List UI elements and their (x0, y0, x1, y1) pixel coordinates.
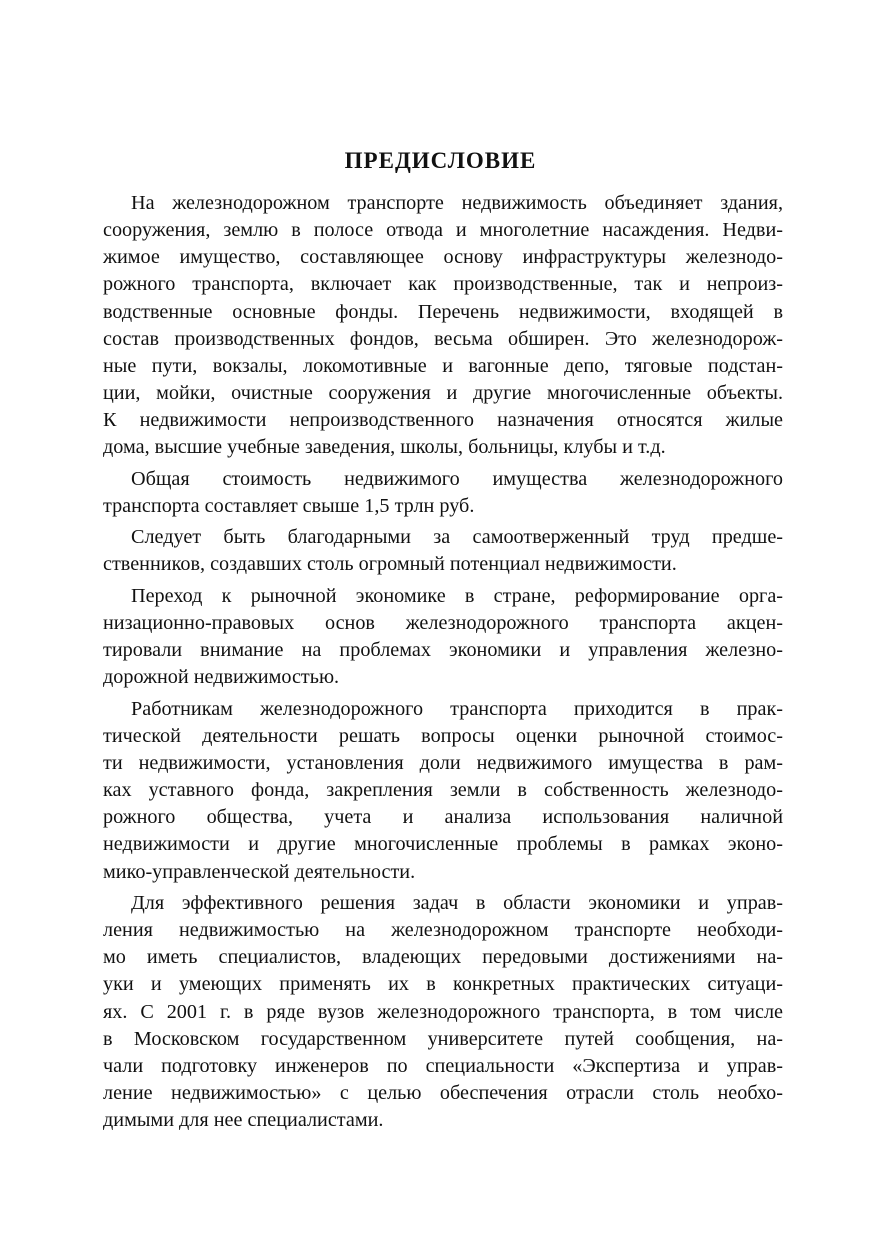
paragraph-line: ные пути, вокзалы, локомотивные и вагонные депо, тяговые подстан- (103, 354, 783, 377)
page-title: ПРЕДИСЛОВИЕ (344, 148, 537, 173)
paragraph-line: ление недвижимостью» с целью обеспечения отрасли столь необхо- (103, 1081, 783, 1104)
paragraph (103, 696, 783, 886)
paragraph-line: тировали внимание на проблемах экономики и управления железно- (103, 639, 783, 662)
paragraph (103, 524, 783, 578)
paragraph-line: Следует быть благодарными за самоотверженный труд предше- (131, 526, 783, 549)
paragraph-line: рожного транспорта, включает как производственные, так и непроиз- (103, 273, 783, 296)
paragraph-line: ления недвижимостью на железнодорожном транспорте необходи- (103, 919, 783, 942)
body-text (103, 190, 783, 1139)
paragraph-line: жимое имущество, составляющее основу инфраструктуры железнодо- (103, 246, 783, 269)
paragraph-line: водственные основные фонды. Перечень недвижимости, входящей в (103, 300, 783, 323)
paragraph-line: недвижимости и другие многочисленные проблемы в рамках эконо- (103, 833, 783, 856)
paragraph-line: ственников, создавших столь огромный потенциал недвижимости. (103, 553, 677, 576)
paragraph-line: ях. С 2001 г. в ряде вузов железнодорожного транспорта, в том числе (103, 1000, 783, 1023)
paragraph-line: ции, мойки, очистные сооружения и другие многочисленные объекты. (103, 381, 783, 404)
paragraph-line: чали подготовку инженеров по специальности «Экспертиза и управ- (103, 1054, 783, 1077)
paragraph-line: рожного общества, учета и анализа использования наличной (103, 806, 783, 829)
paragraph-line: ти недвижимости, установления доли недвижимого имущества в рам- (103, 752, 783, 774)
paragraph-line: ках уставного фонда, закрепления земли в собственность железнодо- (103, 779, 783, 802)
paragraph (103, 890, 783, 1134)
paragraph-line: дорожной недвижимостью. (103, 666, 340, 689)
paragraph-line: состав производственных фондов, весьма обширен. Это железнодорож- (103, 327, 783, 350)
paragraph-line: Переход к рыночной экономике в стране, реформирование орга- (131, 584, 783, 607)
paragraph-line: тической деятельности решать вопросы оценки рыночной стоимос- (103, 724, 783, 747)
paragraph-line: Для эффективного решения задач в области экономики и управ- (131, 892, 783, 914)
paragraph-line: в Московском государственном университете путей сообщения, на- (103, 1027, 783, 1050)
paragraph-line: На железнодорожном транспорте недвижимость объединяет здания, (131, 192, 783, 214)
paragraph-line: транспорта составляет свыше 1,5 трлн руб. (103, 494, 475, 517)
paragraph-line: уки и умеющих применять их в конкретных практических ситуаци- (103, 973, 783, 996)
paragraph-line: мико-управленческой деятельности. (103, 860, 416, 883)
paragraph-line: низационно-правовых основ железнодорожного транспорта акцен- (103, 612, 783, 634)
paragraph-line: К недвижимости непроизводственного назначения относятся жилые (103, 409, 783, 432)
paragraph-line: Общая стоимость недвижимого имущества железнодорожного (131, 467, 783, 490)
paragraph-line: Работникам железнодорожного транспорта приходится в прак- (131, 697, 783, 720)
paragraph-line: димыми для нее специалистами. (103, 1109, 384, 1132)
paragraph-line: сооружения, землю в полосе отвода и многолетние насаждения. Недви- (103, 219, 783, 242)
paragraph (103, 466, 783, 520)
paragraph (103, 583, 783, 692)
paragraph (103, 190, 783, 461)
paragraph-line: мо иметь специалистов, владеющих передовыми достижениями на- (103, 946, 783, 969)
paragraph-line: дома, высшие учебные заведения, школы, больницы, клубы и т.д. (103, 436, 666, 459)
